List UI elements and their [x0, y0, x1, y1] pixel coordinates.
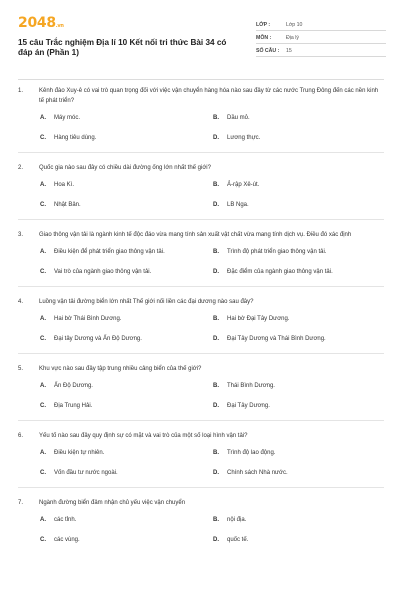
question-5 — [18, 364, 386, 410]
option-b[interactable] — [213, 449, 386, 457]
option-b[interactable] — [213, 181, 386, 189]
question-list — [18, 86, 386, 544]
option-text: LB Nga. — [227, 202, 249, 208]
option-key: D. — [213, 537, 219, 543]
question-divider — [18, 219, 384, 220]
question-stem — [18, 297, 386, 307]
question-number: 1. — [18, 88, 24, 94]
question-4 — [18, 297, 386, 343]
option-text: Nhật Bản. — [54, 202, 81, 208]
question-1 — [18, 86, 386, 142]
meta-label: LỚP : — [256, 22, 271, 28]
option-text: Điều kiện để phát triển giao thông vận tải. — [54, 249, 165, 255]
option-key: A. — [40, 316, 46, 322]
question-text: Giao thông vận tải là ngành kinh tế độc đáo vừa mang tính sản xuất vật chất vừa mang tính dịch vụ. Điều đó xác định — [39, 232, 352, 238]
question-number: 5. — [18, 366, 24, 372]
option-d[interactable] — [213, 536, 386, 544]
option-text: Hoa Kì. — [54, 182, 75, 188]
meta-value: Địa lý — [286, 35, 299, 41]
option-text: Đại tây Dương và Ấn Độ Dương. — [54, 336, 142, 342]
question-stem — [18, 364, 386, 374]
option-b[interactable] — [213, 315, 386, 323]
question-stem — [18, 163, 386, 173]
option-text: Trình độ lao động. — [227, 450, 276, 456]
question-divider — [18, 286, 384, 287]
option-text: Hai bờ Đại Tây Dương. — [227, 316, 290, 322]
question-text: Luồng vận tải đường biển lớn nhất Thế giới nối liền các đại dương nào sau đây? — [39, 299, 254, 305]
question-number: 3. — [18, 232, 24, 238]
question-divider — [18, 420, 384, 421]
option-key: C. — [40, 135, 46, 141]
option-text: Điều kiện tự nhiên. — [54, 450, 105, 456]
option-text: Ả-rập Xê-út. — [227, 182, 260, 188]
option-key: D. — [213, 336, 219, 342]
meta-info — [256, 18, 386, 57]
question-number: 7. — [18, 500, 24, 506]
option-c[interactable] — [40, 268, 213, 276]
option-text: Chính sách Nhà nước. — [227, 470, 288, 476]
option-d[interactable] — [213, 268, 386, 276]
option-d[interactable] — [213, 402, 386, 410]
meta-value: 15 — [286, 48, 292, 54]
option-key: D. — [213, 135, 219, 141]
question-divider — [18, 152, 384, 153]
option-key: A. — [40, 383, 46, 389]
page-title: 15 câu Trắc nghiệm Địa lí 10 Kết nối tri thức Bài 34 có đáp án (Phần 1) — [18, 38, 227, 57]
option-d[interactable] — [213, 201, 386, 209]
option-a[interactable] — [40, 449, 213, 457]
question-text: Yếu tố nào sau đây quy định sự có mặt và vai trò của một số loại hình vận tải? — [39, 433, 248, 439]
question-divider — [18, 353, 384, 354]
option-a[interactable] — [40, 382, 213, 390]
option-text: Vốn đầu tư nước ngoài. — [54, 470, 118, 476]
logo-text: 2048 — [18, 15, 56, 31]
option-a[interactable] — [40, 516, 213, 524]
meta-value: Lớp 10 — [286, 22, 303, 28]
option-text: quốc tế. — [227, 537, 249, 543]
meta-label: SỐ CÂU : — [256, 48, 280, 54]
option-key: A. — [40, 450, 46, 456]
question-2 — [18, 163, 386, 209]
meta-row-grade — [256, 18, 386, 31]
option-d[interactable] — [213, 469, 386, 477]
question-stem — [18, 431, 386, 441]
site-logo[interactable] — [18, 16, 243, 33]
meta-row-subject — [256, 31, 386, 44]
option-a[interactable] — [40, 114, 213, 122]
option-grid — [40, 181, 386, 209]
option-text: Trình độ phát triển giao thông vận tải. — [227, 249, 327, 255]
option-text: Máy móc. — [54, 115, 81, 121]
option-b[interactable] — [213, 114, 386, 122]
option-a[interactable] — [40, 248, 213, 256]
option-text: Hai bờ Thái Bình Dương. — [54, 316, 122, 322]
option-b[interactable] — [213, 516, 386, 524]
option-key: B. — [213, 450, 219, 456]
header — [18, 16, 386, 66]
option-key: B. — [213, 115, 219, 121]
option-grid — [40, 516, 386, 544]
option-key: A. — [40, 517, 46, 523]
question-number: 4. — [18, 299, 24, 305]
option-c[interactable] — [40, 402, 213, 410]
option-c[interactable] — [40, 536, 213, 544]
option-text: Địa Trung Hải. — [54, 403, 93, 409]
question-7 — [18, 498, 386, 544]
option-text: Đại Tây Dương và Thái Bình Dương. — [227, 336, 326, 342]
option-key: C. — [40, 202, 46, 208]
option-key: A. — [40, 182, 46, 188]
option-key: B. — [213, 249, 219, 255]
option-d[interactable] — [213, 335, 386, 343]
option-grid — [40, 248, 386, 276]
option-b[interactable] — [213, 248, 386, 256]
option-text: Lương thực. — [227, 135, 261, 141]
option-text: các vùng. — [54, 537, 80, 543]
option-text: các tỉnh. — [54, 517, 77, 523]
option-key: D. — [213, 403, 219, 409]
question-divider — [18, 487, 384, 488]
option-grid — [40, 315, 386, 343]
option-c[interactable] — [40, 469, 213, 477]
question-number: 2. — [18, 165, 24, 171]
option-key: D. — [213, 202, 219, 208]
option-c[interactable] — [40, 134, 213, 142]
option-text: Hàng tiêu dùng. — [54, 135, 97, 141]
header-left — [18, 16, 243, 58]
option-text: Thái Bình Dương. — [227, 383, 275, 389]
question-text: Kênh đào Xuy-ê có vai trò quan trọng đối với việc vận chuyển hàng hóa nào sau đây từ các nước Trung Đông đến các nền kinh tế phát triển? — [39, 88, 379, 104]
option-a[interactable] — [40, 181, 213, 189]
meta-label: MÔN : — [256, 35, 272, 41]
option-key: C. — [40, 470, 46, 476]
option-grid — [40, 449, 386, 477]
option-key: B. — [213, 182, 219, 188]
option-c[interactable] — [40, 201, 213, 209]
question-text: Quốc gia nào sau đây có chiều dài đường ống lớn nhất thế giới? — [39, 165, 211, 171]
option-d[interactable] — [213, 134, 386, 142]
option-key: B. — [213, 517, 219, 523]
option-key: C. — [40, 269, 46, 275]
question-stem — [18, 86, 386, 106]
question-stem — [18, 230, 386, 240]
option-grid — [40, 114, 386, 142]
option-key: A. — [40, 249, 46, 255]
option-key: A. — [40, 115, 46, 121]
question-6 — [18, 431, 386, 477]
option-key: B. — [213, 383, 219, 389]
option-text: Ấn Độ Dương. — [54, 383, 93, 389]
question-3 — [18, 230, 386, 276]
option-b[interactable] — [213, 382, 386, 390]
question-stem — [18, 498, 386, 508]
option-text: Đặc điểm của ngành giao thông vận tải. — [227, 269, 333, 275]
option-key: B. — [213, 316, 219, 322]
option-c[interactable] — [40, 335, 213, 343]
question-text: Khu vực nào sau đây tập trung nhiều cảng biển của thế giới? — [39, 366, 202, 372]
option-key: D. — [213, 470, 219, 476]
question-number: 6. — [18, 433, 24, 439]
option-text: nội địa. — [227, 517, 247, 523]
option-a[interactable] — [40, 315, 213, 323]
option-text: Đại Tây Dương. — [227, 403, 270, 409]
option-key: C. — [40, 403, 46, 409]
option-grid — [40, 382, 386, 410]
question-text: Ngành đường biển đảm nhận chủ yếu việc vận chuyển — [39, 500, 186, 506]
option-text: Vai trò của ngành giao thông vận tải. — [54, 269, 152, 275]
option-key: C. — [40, 537, 46, 543]
option-text: Dầu mỏ. — [227, 115, 250, 121]
option-key: D. — [213, 269, 219, 275]
logo-suffix: .vn — [55, 23, 64, 29]
meta-row-count — [256, 44, 386, 57]
header-divider — [18, 79, 384, 80]
option-key: C. — [40, 336, 46, 342]
